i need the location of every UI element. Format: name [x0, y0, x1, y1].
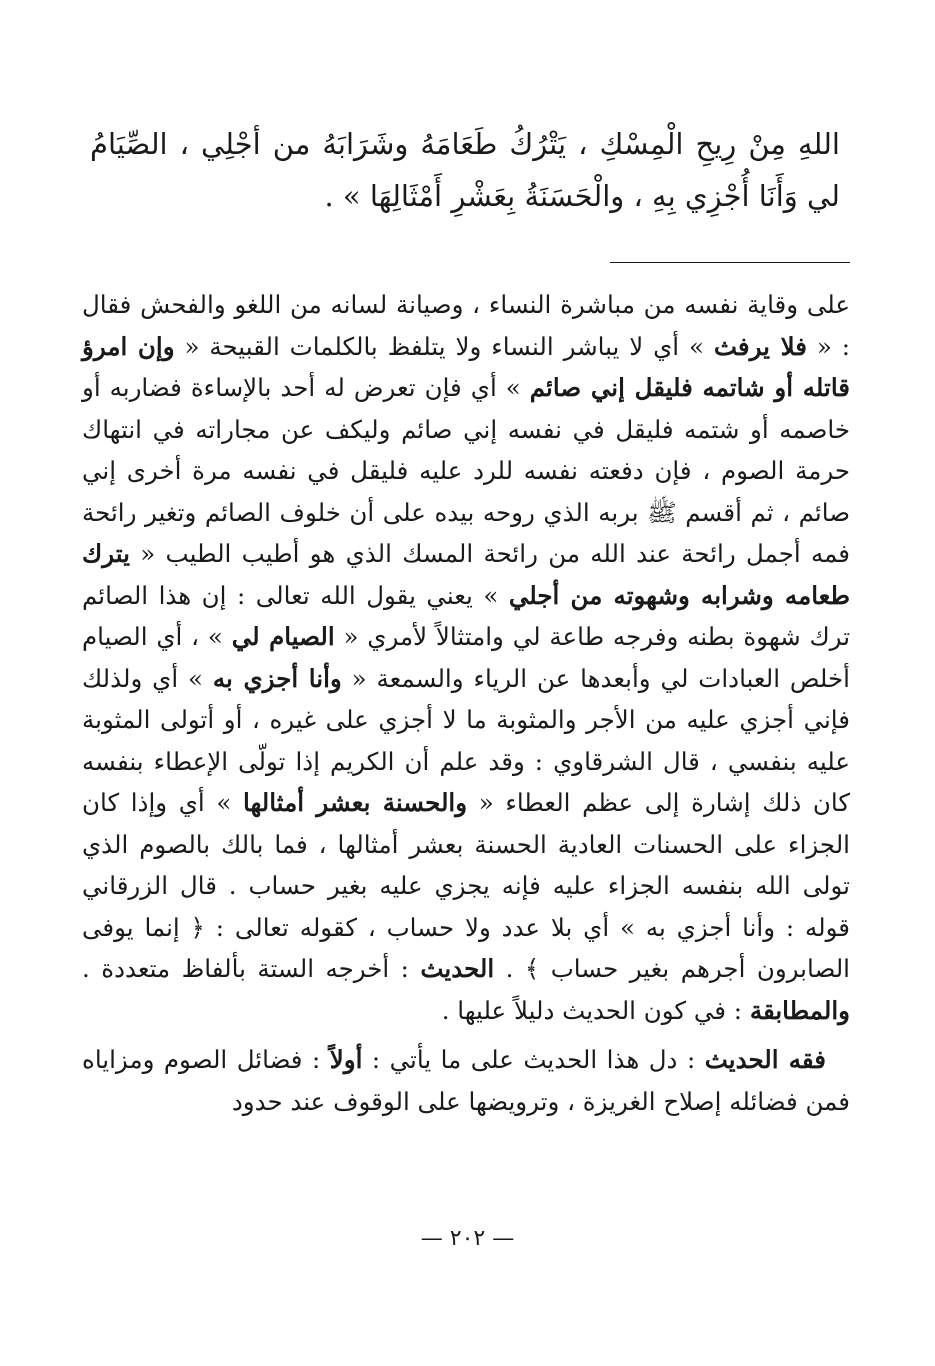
text-run: : أخرجه الستة بألفاظ متعددة . — [82, 954, 421, 983]
text-run: » أي فإن تعرض له أحد بالإساءة فضاربه أو خاصمه أو شتمه فليقل في نفسه إني صائم وليكف عن مجاراته في انتهاك حرمة الصوم ، فإن دفعته نفسه للرد عليه فليقل في نفسه مرة أخرى إني صائم ، ثم أقسم ﷺ بربه الذي روحه بيده على أن خلوف الصائم وتغير رائحة فمه أجمل رائحة عند الله من رائحة المسك الذي هو أطيب الطيب « — [82, 373, 850, 568]
text-run: : في كون الحديث دليلاً عليها . — [441, 995, 750, 1025]
text-run: : دل هذا الحديث على ما يأتي : — [362, 1045, 705, 1074]
text-run: » ، أي الصيام أخلص العبادات لي وأبعدها عن الرياء والسمعة « — [82, 622, 850, 693]
bold-phrase: الصيام لي — [231, 622, 335, 651]
bold-phrase: والحسنة بعشر أمثالها — [242, 788, 468, 817]
text-run: : فضائل الصوم ومزاياه فمن فضائله إصلاح الغريزة ، وترويضها على الوقوف عند حدود — [82, 1045, 850, 1116]
bold-phrase: وأنا أجزي به — [212, 663, 342, 693]
bold-phrase: أولاً — [329, 1045, 363, 1074]
footnote-divider — [610, 262, 850, 263]
text-run: على وقاية نفسه من مباشرة النساء ، وصيانة لسانه من اللغو والفحش فقال : « — [82, 290, 850, 361]
commentary-block — [82, 284, 850, 1122]
text-run: » أي وإذا كان الجزاء على الحسنات العادية الحسنة بعشر أمثالها ، فما بالك بالصوم الذي تولى الله بنفسه الجزاء عليه فإنه يجزي عليه بغير حساب . قال الزرقاني قوله : وأنا أجزي به » أي بلا عدد ولا حساب ، كقوله تعالى : ﴿ إنما يوفى الصابرون أجرهم بغير حساب ﴾ . — [82, 788, 850, 983]
bold-phrase: يترك طعامه وشرابه وشهوته من أجلي — [82, 539, 850, 610]
bold-phrase: وإن امرؤ قاتله أو شاتمه فليقل إني صائم — [82, 331, 851, 402]
commentary-paragraph-2 — [82, 1039, 850, 1122]
bold-phrase: فقه الحديث — [704, 1045, 826, 1074]
hadith-text: اللهِ مِنْ رِيحِ الْمِسْكِ ، يَتْرُكُ طَعَامَهُ وشَرَابَهُ من أجْلِي ، الصِّيَامُ لي وَأَنَا أُجْزِي بِهِ ، والْحَسَنَةُ بِعَشْرِ أَمْثَالِهَا » . — [90, 127, 840, 213]
text-run: » أي لا يباشر النساء ولا يتلفظ بالكلمات القبيحة « — [174, 331, 714, 361]
hadith-text-block — [90, 118, 840, 222]
text-run: » يعني يقول الله تعالى : إن هذا الصائم ترك شهوة بطنه وفرجه طاعة لي وامتثالاً لأمري « — [82, 580, 851, 651]
bold-phrase: فلا يرفث — [713, 331, 807, 361]
bold-phrase: الحديث — [420, 954, 495, 983]
text-run: » أي ولذلك فإني أجزي عليه من الأجر والمثوبة ما لا أجزي على غيره ، أو أتولى المثوبة عليه بنفسي ، قال الشرقاوي : وقد علم أن الكريم إذا تولّى الإعطاء بنفسه كان ذلك إشارة إلى عظم العطاء « — [82, 663, 850, 817]
bold-phrase: والمطابقة — [749, 995, 850, 1025]
page-number: — ٢٠٢ — — [420, 1226, 515, 1251]
commentary-paragraph-1 — [82, 284, 850, 1031]
